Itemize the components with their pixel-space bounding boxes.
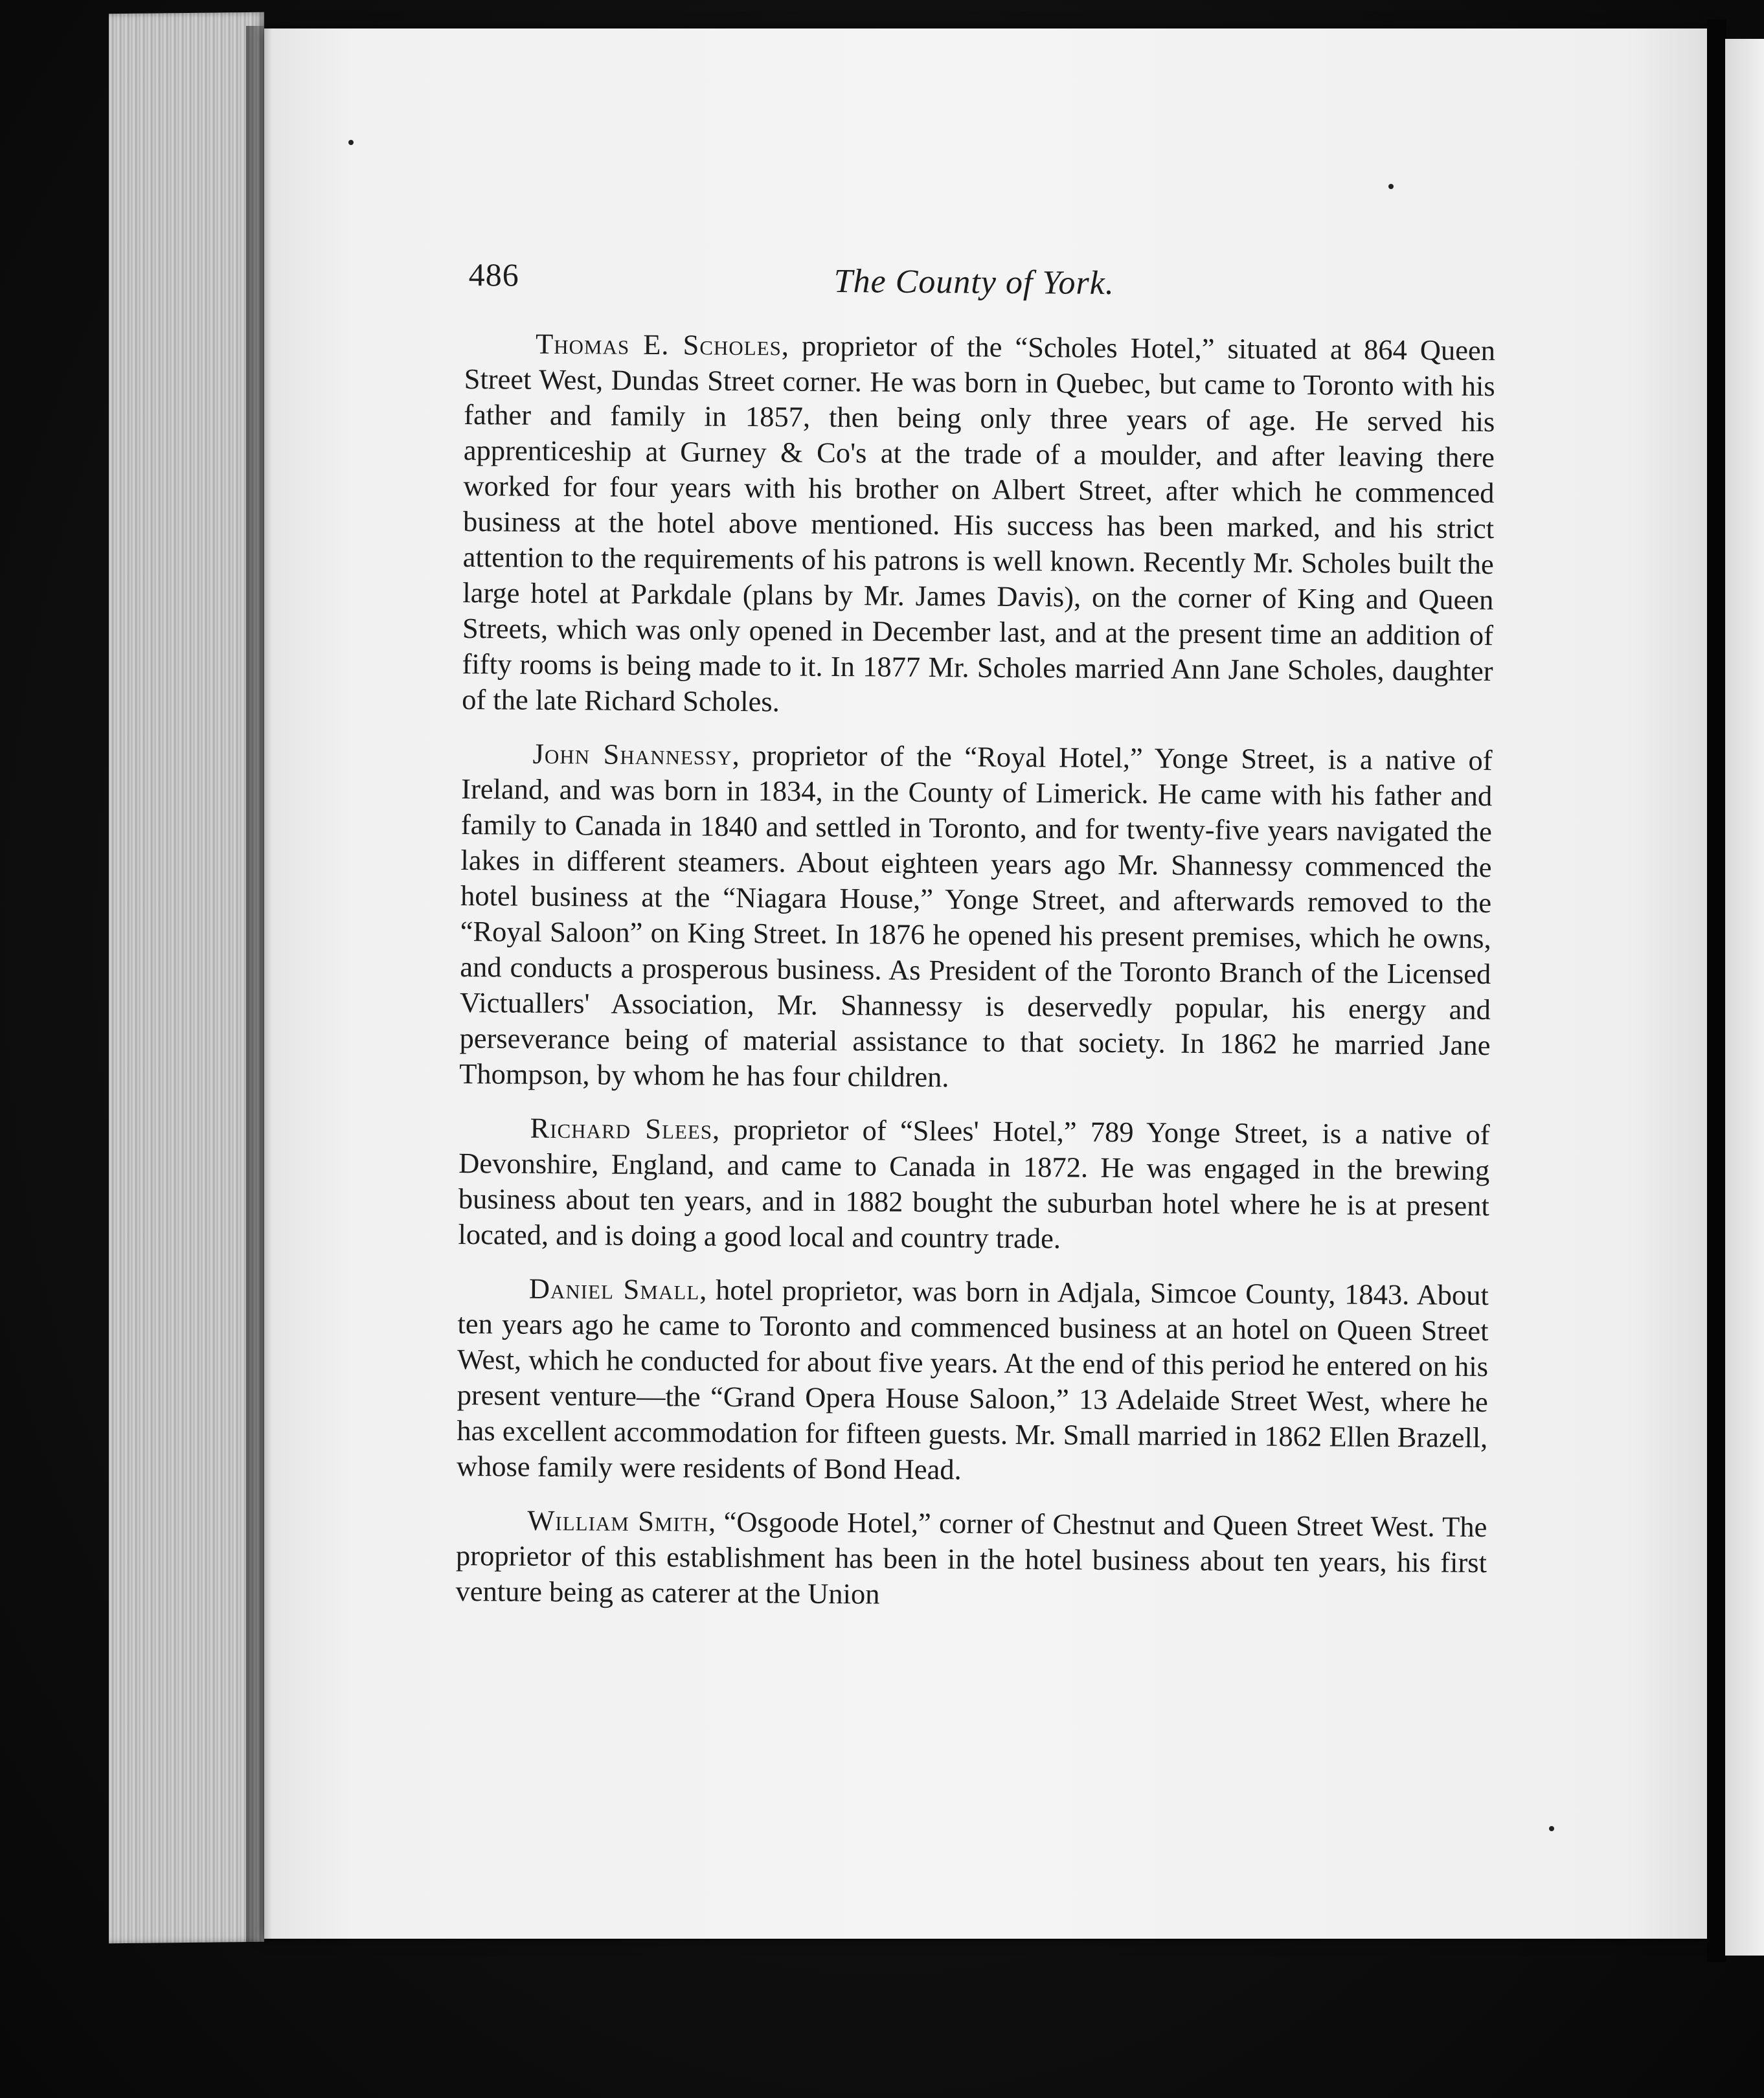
book-page-edges	[109, 12, 264, 1944]
entry-paragraph	[458, 1110, 1489, 1259]
running-title: The County of York.	[833, 262, 1115, 302]
entry-text: , proprietor of the “Scholes Hotel,” situated at 864 Queen Street West, Dundas Street corner. He was born in Quebec, but came to Toronto with his father and family in 1857, then being only three years of age. He served his apprenticeship at Gurney & Co's at the trade of a moulder, and after leaving there worked for four years with his brother on Albert Street, after which he commenced business at the hotel above mentioned. His success has been marked, and his strict attention to the requirements of his patrons is well known. Recently Mr. Scholes built the large hotel at Parkdale (plans by Mr. James Davis), on the corner of King and Queen Streets, which was only opened in December last, and at the present time an addition of fifty rooms is being made to it. In 1877 Mr. Scholes married Ann Jane Scholes, daughter of the late Richard Scholes.	[462, 329, 1496, 718]
entry-paragraph	[459, 736, 1493, 1099]
entry-name: Thomas E. Scholes	[535, 327, 782, 362]
running-head	[464, 256, 1496, 321]
entry-paragraph	[462, 326, 1495, 725]
page-text	[455, 256, 1496, 1634]
entry-name: John Shannessy	[532, 737, 732, 771]
entry-name: William Smith	[527, 1504, 709, 1538]
entry-text: , proprietor of the “Royal Hotel,” Yonge Street, is a native of Ireland, and was born in 1834, in the County of Limerick. He came with his father and family to Canada in 1840 and settled in Toronto, and for twenty-five years navigated the lakes in different steamers. About eighteen years ago Mr. Shannessy commenced the hotel business at the “Niagara House,” Yonge Street, and afterwards removed to the “Royal Saloon” on King Street. In 1876 he opened his present premises, which he owns, and conducts a prosperous business. As President of the Toronto Branch of the Licensed Victuallers' Association, Mr. Shannessy is deservedly popular, his energy and perseverance being of material assistance to that society. In 1862 he married Jane Thompson, by whom he has four children.	[459, 738, 1493, 1094]
entry-paragraph	[457, 1270, 1489, 1491]
entry-text: , hotel proprietor, was born in Adjala, Simcoe County, 1843. About ten years ago he came to Toronto and commenced business at an hotel on Queen Street West, which he conducted for about five years. At the end of this period he entered on his present venture—the “Grand Opera House Saloon,” 13 Adelaide Street West, where he has excellent accommodation for fifteen guests. Mr. Small married in 1862 Ellen Brazell, whose family were residents of Bond Head.	[456, 1273, 1489, 1486]
entry-name: Richard Slees	[530, 1111, 713, 1145]
spine-shadow	[246, 26, 272, 1943]
dust-speck	[1549, 1826, 1554, 1831]
entry-text: , “Osgoode Hotel,” corner of Chestnut and Queen Street West. The proprietor of this establishment has been in the hotel business about ten years, his first venture being as caterer at the Union	[455, 1505, 1487, 1610]
facing-page-edge	[1725, 39, 1764, 1956]
entry-paragraph	[455, 1502, 1487, 1616]
dust-speck	[348, 140, 354, 145]
page-number: 486	[468, 256, 519, 293]
dust-speck	[1388, 184, 1394, 189]
entry-name: Daniel Small	[528, 1272, 700, 1306]
gutter-strip	[1707, 19, 1726, 1962]
entry-text: , proprietor of “Slees' Hotel,” 789 Yonge Street, is a native of Devonshire, England, and came to Canada in 1872. He was engaged in the brewing business about ten years, and in 1882 bought the suburban hotel where he is at present located, and is doing a good local and country trade.	[458, 1112, 1490, 1255]
